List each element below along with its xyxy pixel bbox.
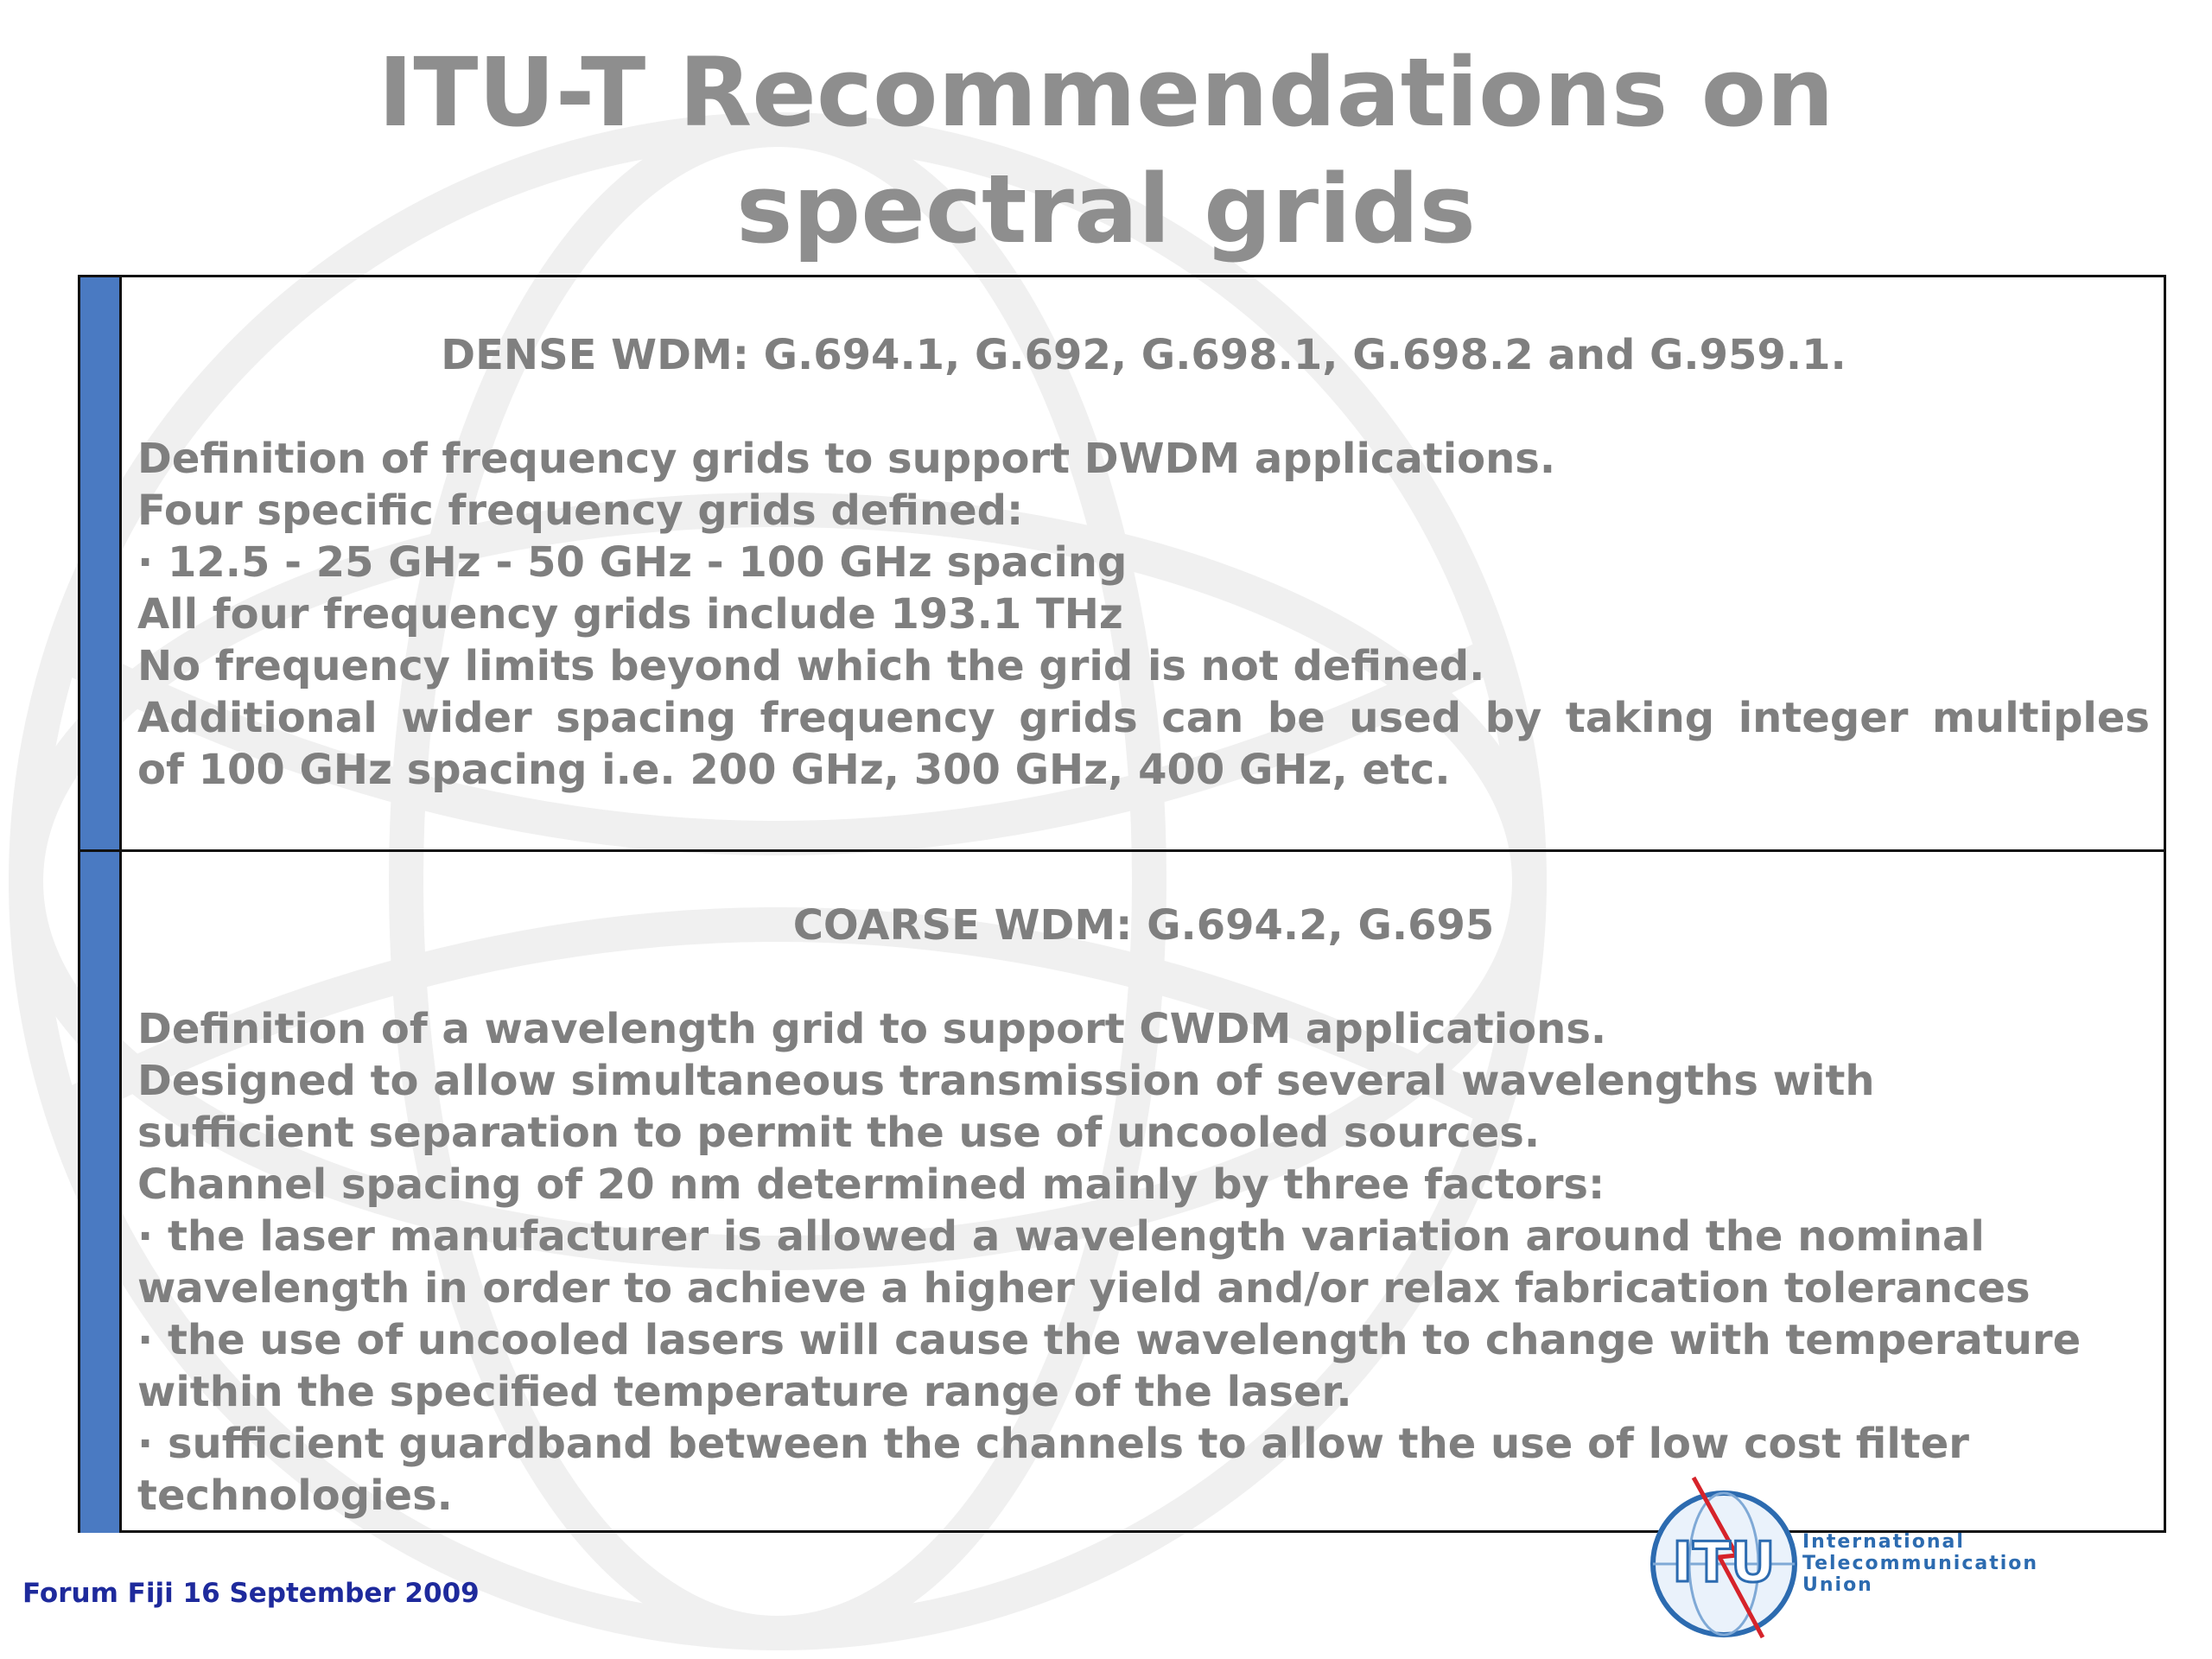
dense-line: Definition of frequency grids to support DWDM applications. xyxy=(137,435,1556,483)
content-table xyxy=(78,275,2166,1533)
logo-name-line: International xyxy=(1802,1531,1965,1553)
logo-name xyxy=(1802,1531,2038,1596)
logo-acronym: ITU xyxy=(1672,1531,1776,1595)
logo-name-line: Union xyxy=(1802,1574,1873,1596)
coarse-wdm-cell xyxy=(137,852,2150,1522)
coarse-line: Definition of a wavelength grid to support CWDM applications. xyxy=(137,1005,1607,1053)
coarse-line: Designed to allow simultaneous transmission of several wavelengths with xyxy=(137,1057,1875,1105)
coarse-line: technologies. xyxy=(137,1471,453,1520)
dense-wdm-heading: DENSE WDM: G.694.1, G.692, G.698.1, G.698.2 and G.959.1. xyxy=(441,331,1847,379)
slide-title-line-1: ITU-T Recommendations on xyxy=(378,37,1834,148)
dense-line: All four frequency grids include 193.1 THz xyxy=(137,590,1123,639)
coarse-line: within the specified temperature range of the laser. xyxy=(137,1368,1352,1416)
row-accent-bar xyxy=(80,277,122,849)
dense-line: · 12.5 - 25 GHz - 50 GHz - 100 GHz spacing xyxy=(137,538,1128,587)
dense-wdm-row xyxy=(80,277,2164,852)
slide-title xyxy=(0,35,2212,268)
coarse-line: sufficient separation to permit the use of uncooled sources. xyxy=(137,1109,1541,1157)
slide-title-line-2: spectral grids xyxy=(736,154,1476,264)
dense-line: No frequency limits beyond which the grid is not defined. xyxy=(137,642,1485,690)
footer-event-date: Forum Fiji 16 September 2009 xyxy=(22,1578,480,1609)
row-accent-bar xyxy=(80,852,122,1533)
dense-line: Additional wider spacing frequency grids can be used by taking integer multiples xyxy=(137,694,2150,742)
dense-line: Four specific frequency grids defined: xyxy=(137,486,1024,535)
dense-line: of 100 GHz spacing i.e. 200 GHz, 300 GHz, 400 GHz, etc. xyxy=(137,746,1451,794)
coarse-line: · the use of uncooled lasers will cause the wavelength to change with temperature xyxy=(137,1316,2082,1364)
coarse-line: wavelength in order to achieve a higher yield and/or relax fabrication tolerances xyxy=(137,1264,2031,1313)
dense-wdm-cell xyxy=(137,277,2150,796)
coarse-wdm-row xyxy=(80,852,2164,1533)
coarse-line: Channel spacing of 20 nm determined mainly by three factors: xyxy=(137,1160,1605,1209)
coarse-line: · sufficient guardband between the channels to allow the use of low cost filter xyxy=(137,1420,1969,1468)
coarse-wdm-heading: COARSE WDM: G.694.2, G.695 xyxy=(792,901,1495,950)
coarse-line: · the laser manufacturer is allowed a wavelength variation around the nominal xyxy=(137,1212,1985,1261)
logo-name-line: Telecommunication xyxy=(1802,1553,2039,1574)
